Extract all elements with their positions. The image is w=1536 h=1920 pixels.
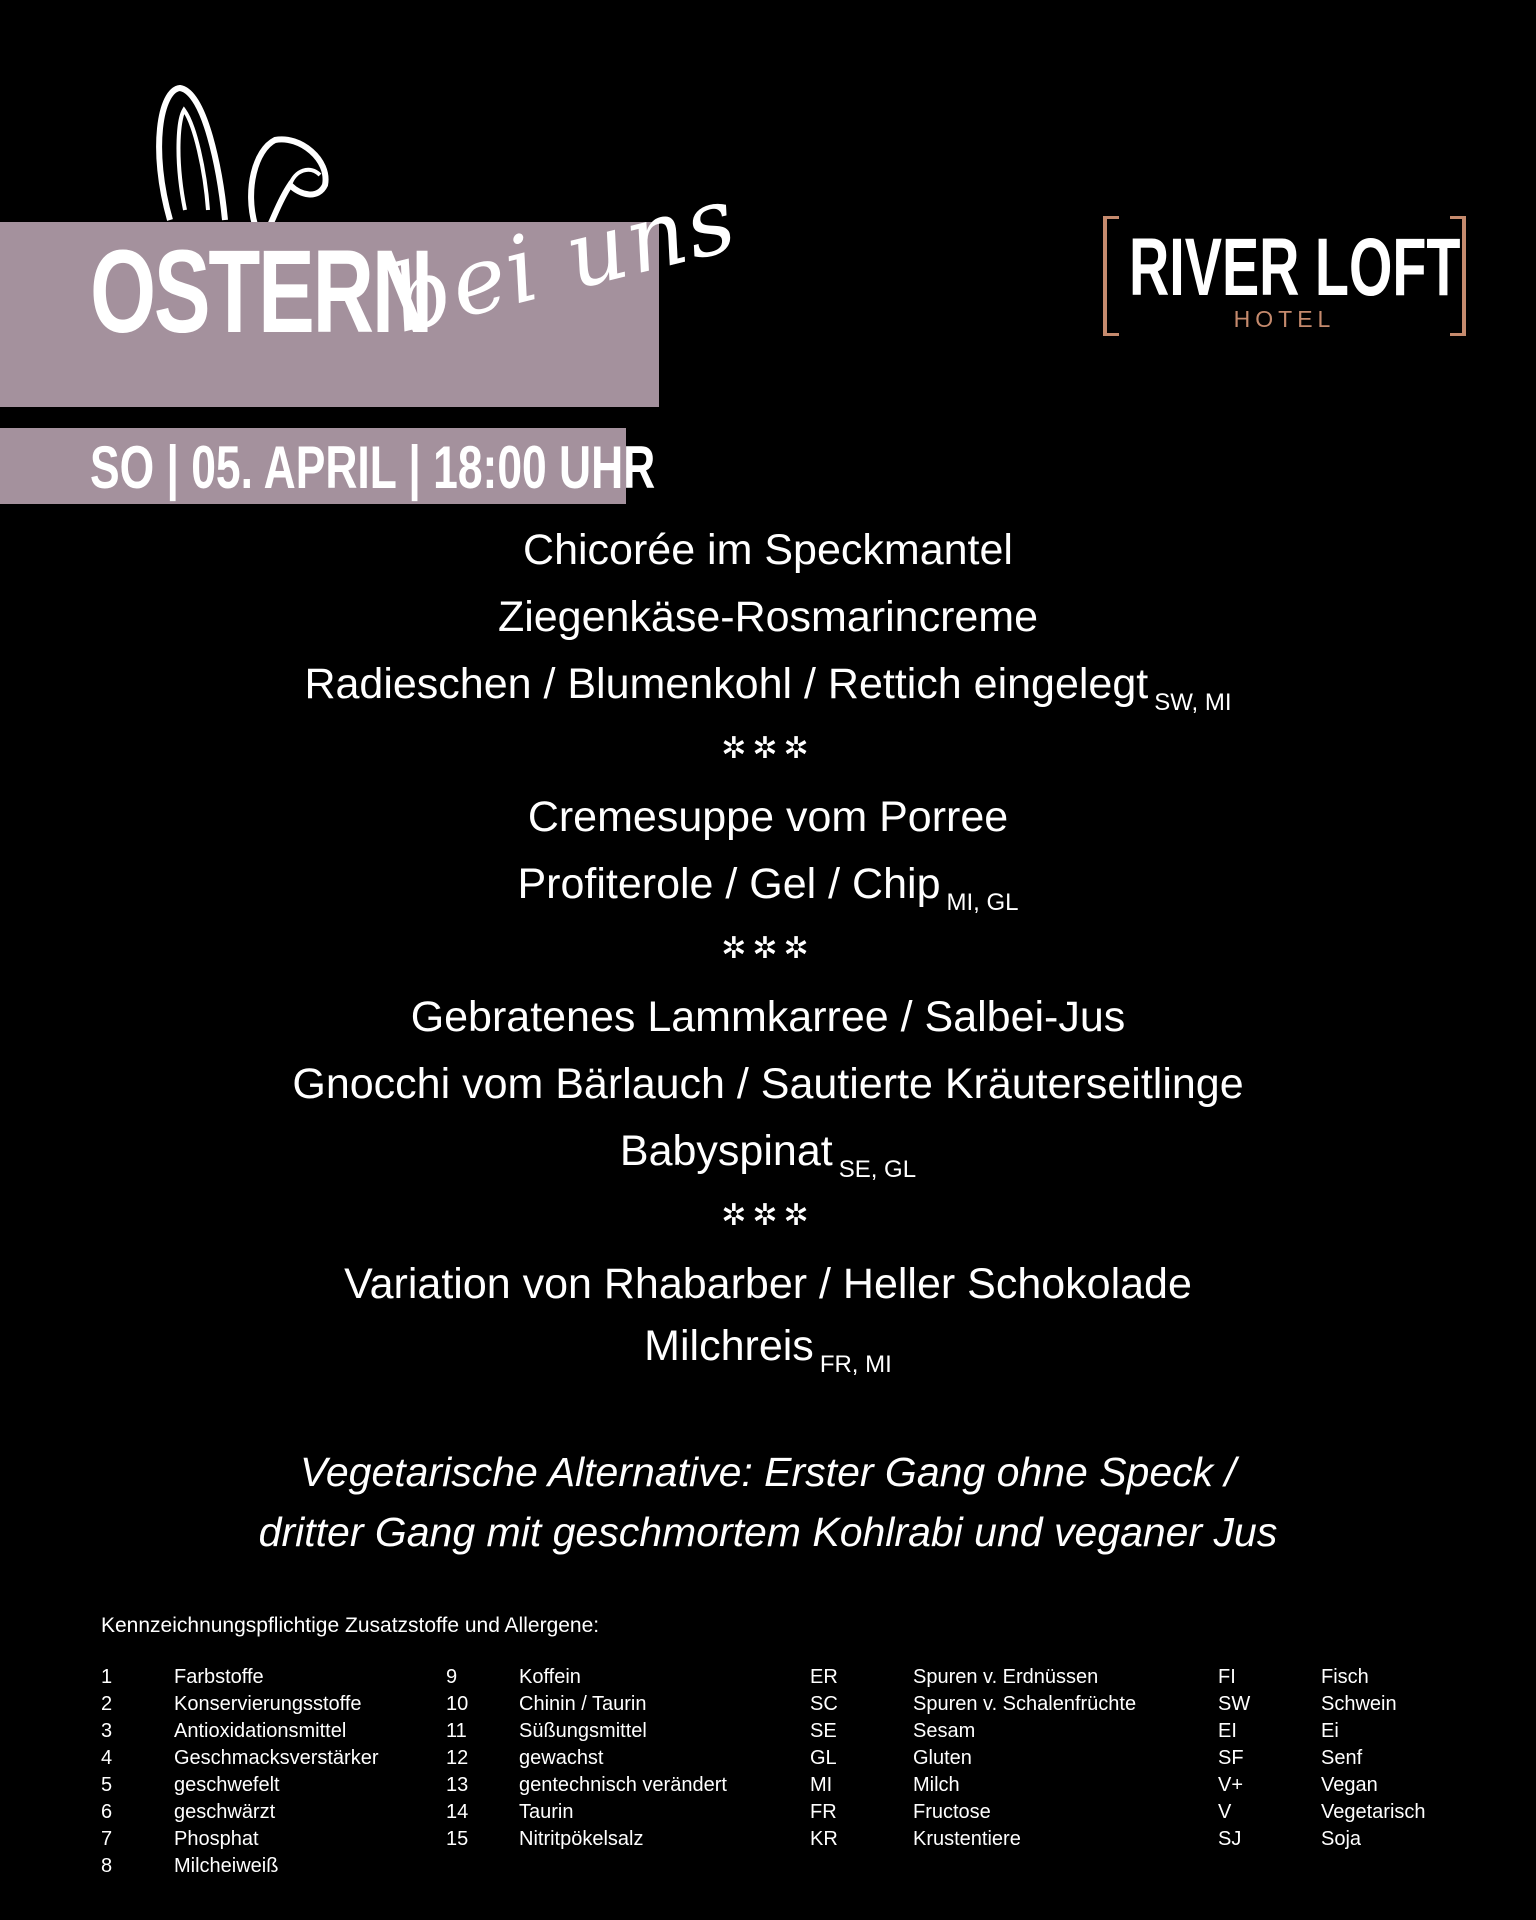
course-separator: ✲✲✲ xyxy=(721,932,815,965)
legend-row: V Vegetarisch xyxy=(1218,1801,1426,1823)
bunny-ears-icon xyxy=(150,80,350,230)
menu-item: Profiterole / Gel / Chip $_{MI, GL}$ xyxy=(517,860,1019,916)
course-separator: ✲✲✲ xyxy=(721,1199,815,1232)
legend-row: SW Schwein xyxy=(1218,1693,1397,1715)
menu-item: Milchreis $_{FR, MI}$ xyxy=(644,1322,892,1378)
menu-item: Radieschen / Blumenkohl / Rettich eingelegt $_{SW, MI}$ xyxy=(304,660,1232,716)
menu-item: Variation von Rhabarber / Heller Schokolade xyxy=(344,1260,1192,1308)
course-separator: ✲✲✲ xyxy=(721,732,815,765)
allergen-codes: MI, GL xyxy=(946,889,1019,916)
allergen-codes: SW, MI xyxy=(1154,689,1232,716)
vegetarian-note xyxy=(0,1442,1536,1562)
menu-item: Gebratenes Lammkarree / Salbei-Jus xyxy=(410,993,1126,1041)
logo-subtitle: HOTEL xyxy=(1233,306,1336,332)
menu-item: Ziegenkäse-Rosmarincreme xyxy=(497,593,1039,641)
allergen-codes: SE, GL xyxy=(838,1156,917,1183)
legend-title: Kennzeichnungspflichtige Zusatzstoffe und Allergene: xyxy=(101,1614,600,1637)
legend-row: EI Ei xyxy=(1218,1720,1339,1742)
legend-column xyxy=(1218,1664,1518,1853)
allergen-codes: FR, MI xyxy=(819,1351,892,1378)
title-script: bei uns xyxy=(380,164,748,354)
menu xyxy=(0,518,1536,1381)
legend-row: SJ Soja xyxy=(1218,1828,1362,1850)
event-date: SO | 05. APRIL | 18:00 UHR xyxy=(90,434,656,501)
vegetarian-note-line: dritter Gang mit geschmortem Kohlrabi und veganer Jus xyxy=(258,1509,1278,1555)
legend-row: SF Senf xyxy=(1218,1747,1363,1769)
menu-item: Chicorée im Speckmantel xyxy=(523,526,1013,574)
legend-row: FI Fisch xyxy=(1218,1666,1369,1688)
legend-row: V+ Vegan xyxy=(1218,1774,1378,1796)
menu-item: Cremesuppe vom Porree xyxy=(527,793,1009,841)
hotel-logo xyxy=(1103,216,1466,334)
vegetarian-note-line: Vegetarische Alternative: Erster Gang ohne Speck / xyxy=(300,1449,1236,1495)
menu-item: Babyspinat $_{SE, GL}$ xyxy=(619,1127,917,1183)
menu-item: Gnocchi vom Bärlauch / Sautierte Kräuterseitlinge xyxy=(292,1060,1244,1108)
logo-name: RIVER LOFT xyxy=(1129,222,1461,313)
page-title: OSTERN xyxy=(90,226,432,358)
